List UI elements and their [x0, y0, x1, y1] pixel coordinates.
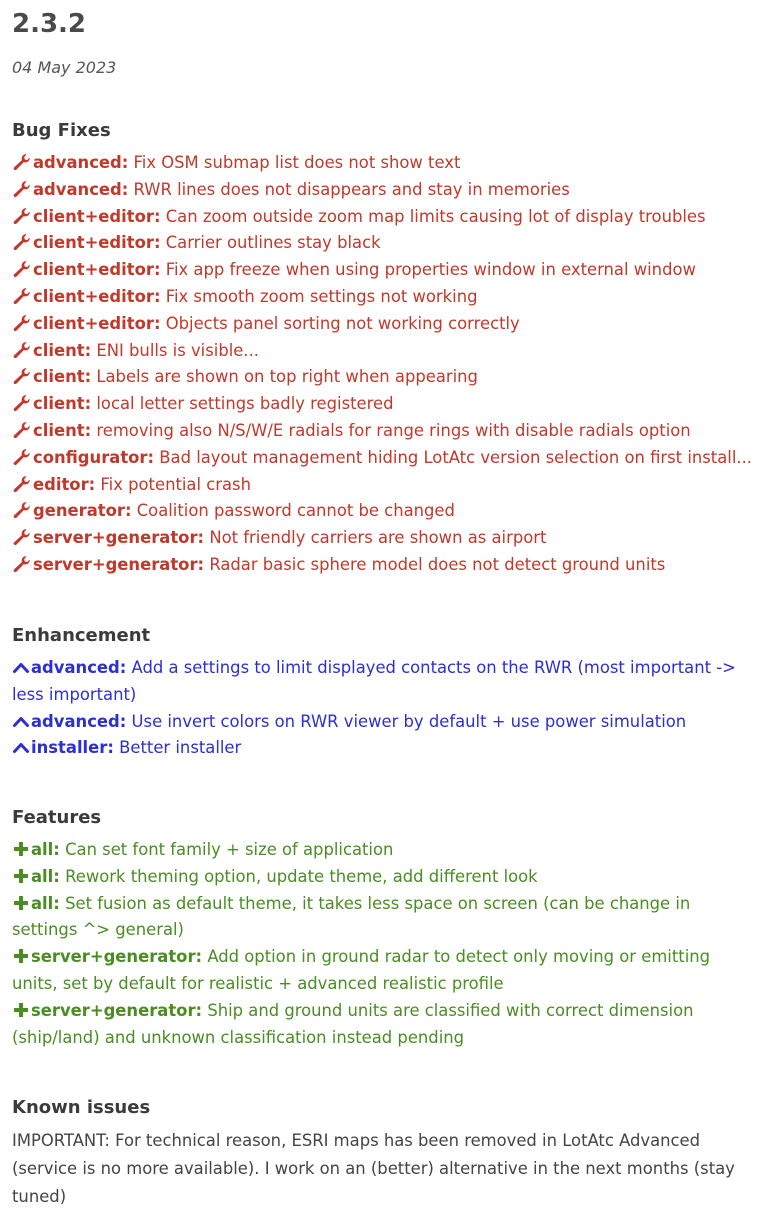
- wrench-icon: [12, 314, 32, 332]
- wrench-icon: [12, 180, 32, 198]
- plus-icon: [12, 894, 30, 912]
- bug-fixes-section: [12, 118, 760, 579]
- list-item: [12, 150, 760, 177]
- entry-scope: server+generator:: [31, 1000, 203, 1020]
- entry-scope: editor:: [33, 474, 96, 494]
- entry-scope: all:: [31, 893, 60, 913]
- entry-text: ENI bulls is visible...: [96, 340, 259, 360]
- list-item: [12, 204, 760, 231]
- entry-scope: client:: [33, 340, 92, 360]
- release-version: 2.3.2: [12, 9, 87, 39]
- features-heading: Features: [12, 807, 102, 828]
- entry-scope: client:: [33, 367, 92, 387]
- list-item: [12, 311, 760, 338]
- entry-scope: advanced:: [31, 711, 127, 731]
- entry-scope: client+editor:: [33, 233, 161, 253]
- features-list: [12, 837, 760, 1051]
- wrench-icon: [12, 207, 32, 225]
- wrench-icon: [12, 153, 32, 171]
- known-issues-heading: Known issues: [12, 1097, 151, 1118]
- list-item: [12, 257, 760, 284]
- bug-fixes-list: [12, 150, 760, 579]
- entry-text: RWR lines does not disappears and stay in memories: [133, 179, 570, 199]
- entry-scope: server+generator:: [33, 528, 205, 548]
- entry-text: Carrier outlines stay black: [165, 233, 381, 253]
- list-item: [12, 709, 760, 736]
- entry-text: Not friendly carriers are shown as airport: [209, 528, 547, 548]
- list-item: [12, 498, 760, 525]
- wrench-icon: [12, 501, 32, 519]
- plus-icon: [12, 1001, 30, 1019]
- known-issues-text: IMPORTANT: For technical reason, ESRI maps has been removed in LotAtc Advanced (service is no more available). I work on an (better) alternative in the next months (stay tuned): [12, 1131, 735, 1206]
- entry-scope: advanced:: [33, 153, 129, 172]
- entry-text: removing also N/S/W/E radials for range rings with disable radials option: [96, 420, 691, 440]
- list-item: [12, 655, 760, 709]
- list-item: [12, 998, 760, 1052]
- list-item: [12, 864, 760, 891]
- entry-text: local letter settings badly registered: [96, 394, 394, 414]
- entry-text: Add option in ground radar to detect only moving or emitting units, set by default for realistic + advanced realistic profile: [12, 947, 711, 993]
- wrench-icon: [12, 448, 32, 466]
- caret-up-icon: [12, 660, 30, 676]
- entry-text: Can zoom outside zoom map limits causing lot of display troubles: [165, 206, 706, 226]
- entry-scope: server+generator:: [33, 554, 205, 574]
- entry-text: Bad layout management hiding LotAtc version selection on first install...: [159, 447, 753, 467]
- wrench-icon: [12, 394, 32, 412]
- entry-text: Better installer: [119, 738, 242, 758]
- caret-up-icon: [12, 714, 30, 730]
- bug-fixes-heading: Bug Fixes: [12, 120, 111, 141]
- entry-text: Ship and ground units are classified with correct dimension (ship/land) and unknown classification instead pending: [12, 1000, 694, 1047]
- list-item: [12, 364, 760, 391]
- entry-scope: client+editor:: [33, 286, 161, 306]
- entry-scope: generator:: [33, 501, 132, 521]
- entry-text: Fix app freeze when using properties window in external window: [165, 260, 696, 280]
- plus-icon: [12, 867, 30, 885]
- wrench-icon: [12, 233, 32, 251]
- entry-text: Set fusion as default theme, it takes less space on screen (can be change in settings ^> general): [12, 893, 691, 940]
- wrench-icon: [12, 528, 32, 546]
- wrench-icon: [12, 475, 32, 493]
- entry-scope: all:: [31, 866, 60, 886]
- list-item: [12, 338, 760, 365]
- wrench-icon: [12, 260, 32, 278]
- entry-text: Objects panel sorting not working correctly: [165, 313, 520, 333]
- entry-text: Coalition password cannot be changed: [136, 501, 455, 521]
- known-issues-section: [12, 1095, 760, 1211]
- entry-scope: client+editor:: [33, 206, 161, 226]
- features-section: [12, 805, 760, 1051]
- entry-scope: all:: [31, 840, 60, 859]
- entry-text: Use invert colors on RWR viewer by default + use power simulation: [131, 711, 687, 731]
- list-item: [12, 391, 760, 418]
- list-item: [12, 944, 760, 998]
- entry-text: Fix smooth zoom settings not working: [165, 286, 478, 306]
- entry-text: Radar basic sphere model does not detect ground units: [209, 554, 666, 574]
- list-item: [12, 525, 760, 552]
- enhancement-section: [12, 623, 760, 762]
- entry-scope: client:: [33, 420, 92, 440]
- list-item: [12, 891, 760, 945]
- list-item: [12, 230, 760, 257]
- list-item: [12, 472, 760, 499]
- release-date: 04 May 2023: [12, 58, 117, 77]
- entry-scope: client:: [33, 394, 92, 414]
- entry-scope: client+editor:: [33, 260, 161, 280]
- entry-text: Fix potential crash: [100, 474, 251, 494]
- entry-text: Fix OSM submap list does not show text: [133, 153, 461, 172]
- list-item: [12, 445, 760, 472]
- list-item: [12, 837, 760, 864]
- entry-text: Can set font family + size of application: [65, 840, 394, 859]
- wrench-icon: [12, 287, 32, 305]
- entry-text: Add a settings to limit displayed contacts on the RWR (most important -> less important): [12, 658, 736, 704]
- enhancement-heading: Enhancement: [12, 625, 151, 646]
- list-item: [12, 418, 760, 445]
- list-item: [12, 177, 760, 204]
- plus-icon: [12, 947, 30, 965]
- wrench-icon: [12, 421, 32, 439]
- list-item: [12, 284, 760, 311]
- caret-up-icon: [12, 740, 30, 756]
- list-item: [12, 552, 760, 579]
- wrench-icon: [12, 341, 32, 359]
- entry-scope: server+generator:: [31, 947, 203, 967]
- entry-scope: advanced:: [31, 658, 127, 677]
- wrench-icon: [12, 555, 32, 573]
- entry-text: Rework theming option, update theme, add different look: [65, 866, 538, 886]
- entry-scope: installer:: [31, 738, 114, 758]
- wrench-icon: [12, 367, 32, 385]
- enhancement-list: [12, 655, 760, 762]
- entry-text: Labels are shown on top right when appearing: [96, 367, 478, 387]
- entry-scope: client+editor:: [33, 313, 161, 333]
- plus-icon: [12, 840, 30, 858]
- entry-scope: advanced:: [33, 179, 129, 199]
- list-item: [12, 735, 760, 762]
- entry-scope: configurator:: [33, 447, 155, 467]
